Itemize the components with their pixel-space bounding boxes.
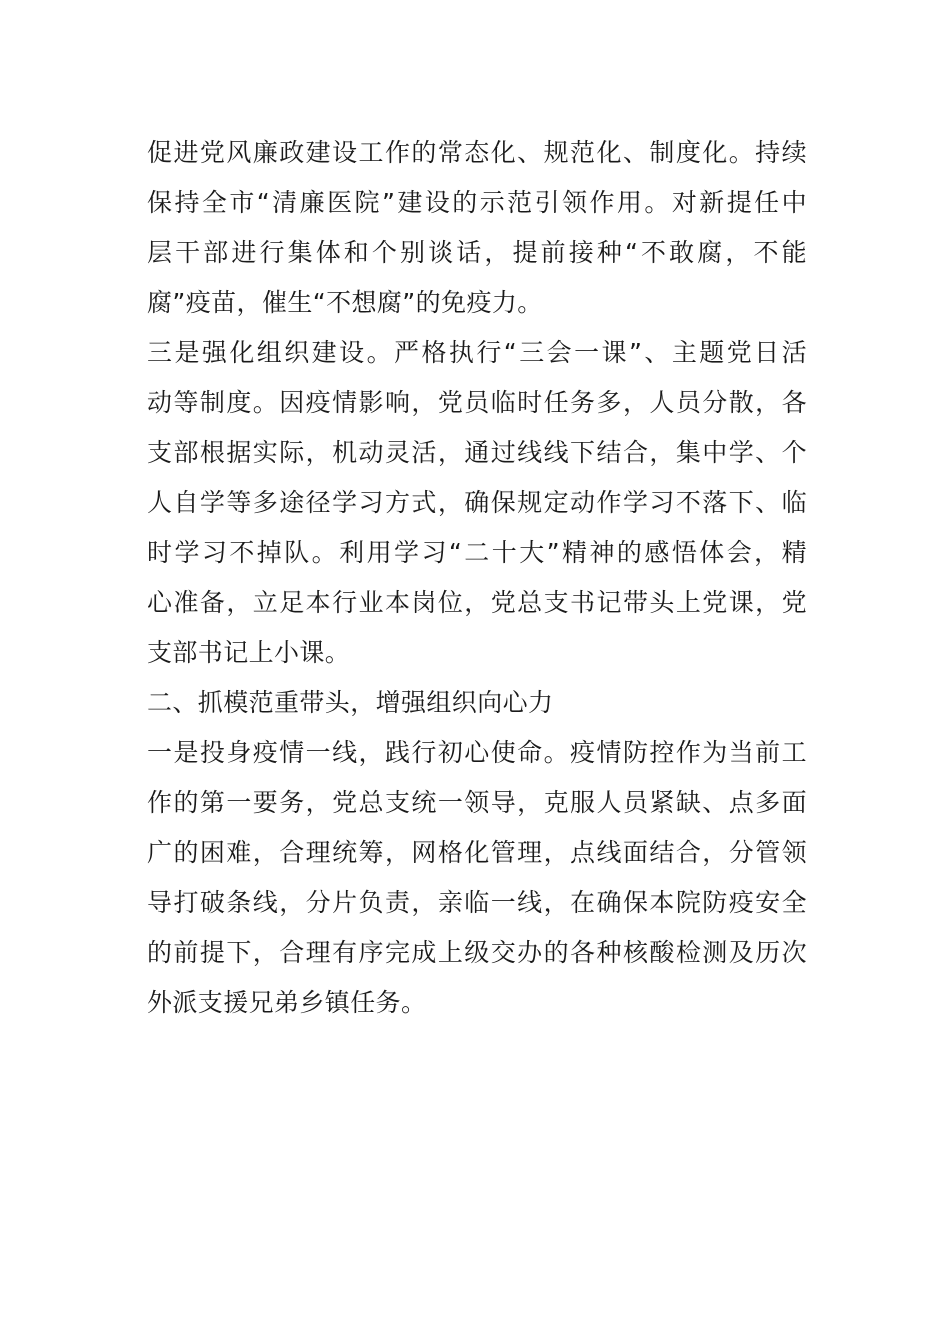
document-body [147,128,807,1028]
text-line: 广的困难，合理统筹，网格化管理，点线面结合，分管领 [147,838,807,867]
text-line: 支部根据实际，机动灵活，通过线线下结合，集中学、个 [147,438,807,467]
text-line: 腐”疫苗，催生“不想腐”的免疫力。 [147,288,543,317]
text-line: 的前提下，合理有序完成上级交办的各种核酸检测及历次 [147,938,807,967]
text-line: 三是强化组织建设。严格执行“三会一课”、主题党日活 [147,338,807,367]
section-heading: 二、抓模范重带头，增强组织向心力 [147,688,554,717]
text-line: 时学习不掉队。利用学习“二十大”精神的感悟体会，精 [147,538,807,567]
text-line: 导打破条线，分片负责，亲临一线，在确保本院防疫安全 [147,888,807,917]
text-line: 外派支援兄弟乡镇任务。 [147,988,427,1017]
text-line: 一是投身疫情一线，践行初心使命。疫情防控作为当前工 [147,738,807,767]
text-line: 促进党风廉政建设工作的常态化、规范化、制度化。持续 [147,138,807,167]
text-line: 人自学等多途径学习方式，确保规定动作学习不落下、临 [147,488,807,517]
text-line: 层干部进行集体和个别谈话，提前接种“不敢腐，不能 [147,238,807,267]
text-line: 支部书记上小课。 [147,638,351,667]
text-line: 动等制度。因疫情影响，党员临时任务多，人员分散，各 [147,388,807,417]
text-line: 心准备，立足本行业本岗位，党总支书记带头上党课，党 [147,588,807,617]
text-line: 保持全市“清廉医院”建设的示范引领作用。对新提任中 [147,188,807,217]
text-line: 作的第一要务，党总支统一领导，克服人员紧缺、点多面 [147,788,807,817]
